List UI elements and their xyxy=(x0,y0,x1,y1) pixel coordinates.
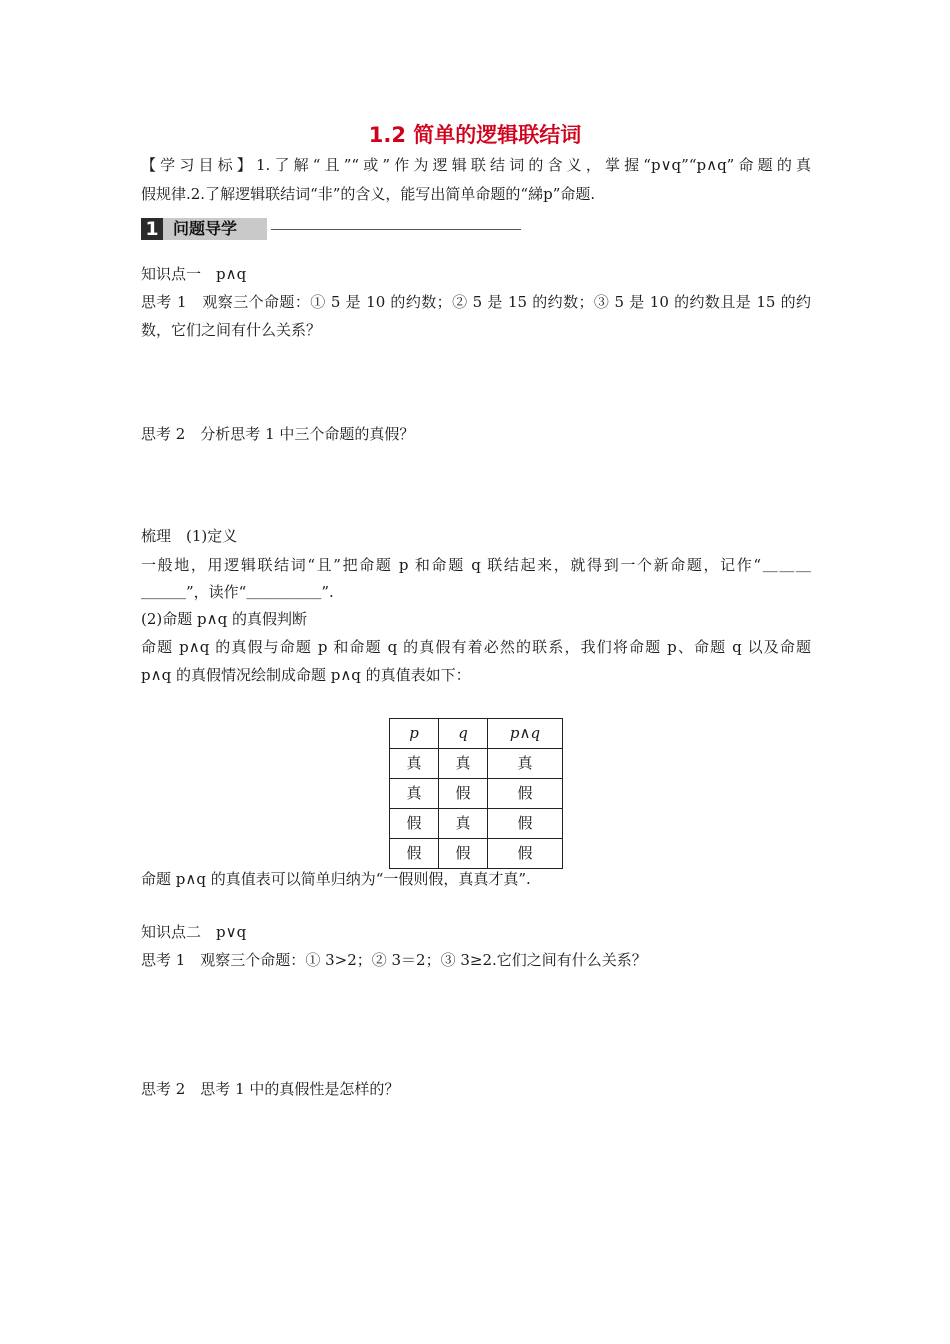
table-cell: 真 xyxy=(488,749,563,779)
table-row xyxy=(390,749,563,779)
objectives-line-1 xyxy=(141,156,811,176)
k1-heading: 知识点一 p∧q xyxy=(141,265,247,283)
table-cell: 假 xyxy=(488,809,563,839)
k1-definition-line-1: 一般地，用逻辑联结词“且”把命题 p 和命题 q 联结起来，就得到一个新命题，记作“＿＿＿ xyxy=(141,556,811,574)
table-cell: 真 xyxy=(439,749,488,779)
section-number: 1 xyxy=(141,218,163,240)
table-row xyxy=(390,779,563,809)
table-row xyxy=(390,809,563,839)
section-divider xyxy=(271,229,521,230)
k1-judge-line-1: 命题 p∧q 的真假与命题 p 和命题 q 的真假有着必然的联系，我们将命题 p、命题 q 以及命题 xyxy=(141,638,811,656)
table-cell: 假 xyxy=(488,779,563,809)
table-cell: 真 xyxy=(390,779,439,809)
objectives-label: 【学习目标】 xyxy=(141,156,256,174)
table-cell: 假 xyxy=(390,809,439,839)
table-cell: 假 xyxy=(390,839,439,869)
k2-heading: 知识点二 p∨q xyxy=(141,923,247,941)
k1-judge-line-2: p∧q 的真假情况绘制成命题 p∧q 的真值表如下： xyxy=(141,666,471,684)
truth-table-header-q: q xyxy=(439,719,488,749)
k1-think2: 思考 2 分析思考 1 中三个命题的真假？ xyxy=(141,425,415,443)
objectives-line-2: 假规律.2.了解逻辑联结词“非”的含义，能写出简单命题的“綈p”命题. xyxy=(141,185,596,203)
k1-think1-line-2: 数，它们之间有什么关系？ xyxy=(141,321,322,339)
table-cell: 真 xyxy=(439,809,488,839)
table-row xyxy=(390,839,563,869)
k2-think2: 思考 2 思考 1 中的真假性是怎样的？ xyxy=(141,1080,400,1098)
k1-definition-line-2: ＿＿＿”，读作“＿＿＿＿＿”. xyxy=(141,583,334,601)
truth-table-header-row xyxy=(390,719,563,749)
table-cell: 假 xyxy=(439,779,488,809)
table-cell: 真 xyxy=(390,749,439,779)
table-cell: 假 xyxy=(488,839,563,869)
page-title: 1.2 简单的逻辑联结词 xyxy=(368,123,582,147)
objectives-text-1: 1.了解“且”“或”作为逻辑联结词的含义，掌握“p∨q”“p∧q”命题的真 xyxy=(255,156,811,174)
section-label: 问题导学 xyxy=(163,218,267,240)
truth-table-header-p: p xyxy=(390,719,439,749)
section-header xyxy=(141,218,521,242)
k1-think1-line-1: 思考 1 观察三个命题：① 5 是 10 的约数；② 5 是 15 的约数；③ 5 是 10 的约数且是 15 的约 xyxy=(141,293,811,311)
k1-judge-heading: (2)命题 p∧q 的真假判断 xyxy=(141,610,307,628)
truth-table xyxy=(389,718,563,869)
truth-table-header-p-and-q: p∧q xyxy=(488,719,563,749)
table-cell: 假 xyxy=(439,839,488,869)
k1-conclusion: 命题 p∧q 的真值表可以简单归纳为“一假则假，真真才真”. xyxy=(141,870,531,888)
k1-summary: 梳理 (1)定义 xyxy=(141,527,238,545)
k2-think1: 思考 1 观察三个命题：① 3>2；② 3＝2；③ 3≥2.它们之间有什么关系？ xyxy=(141,951,647,969)
